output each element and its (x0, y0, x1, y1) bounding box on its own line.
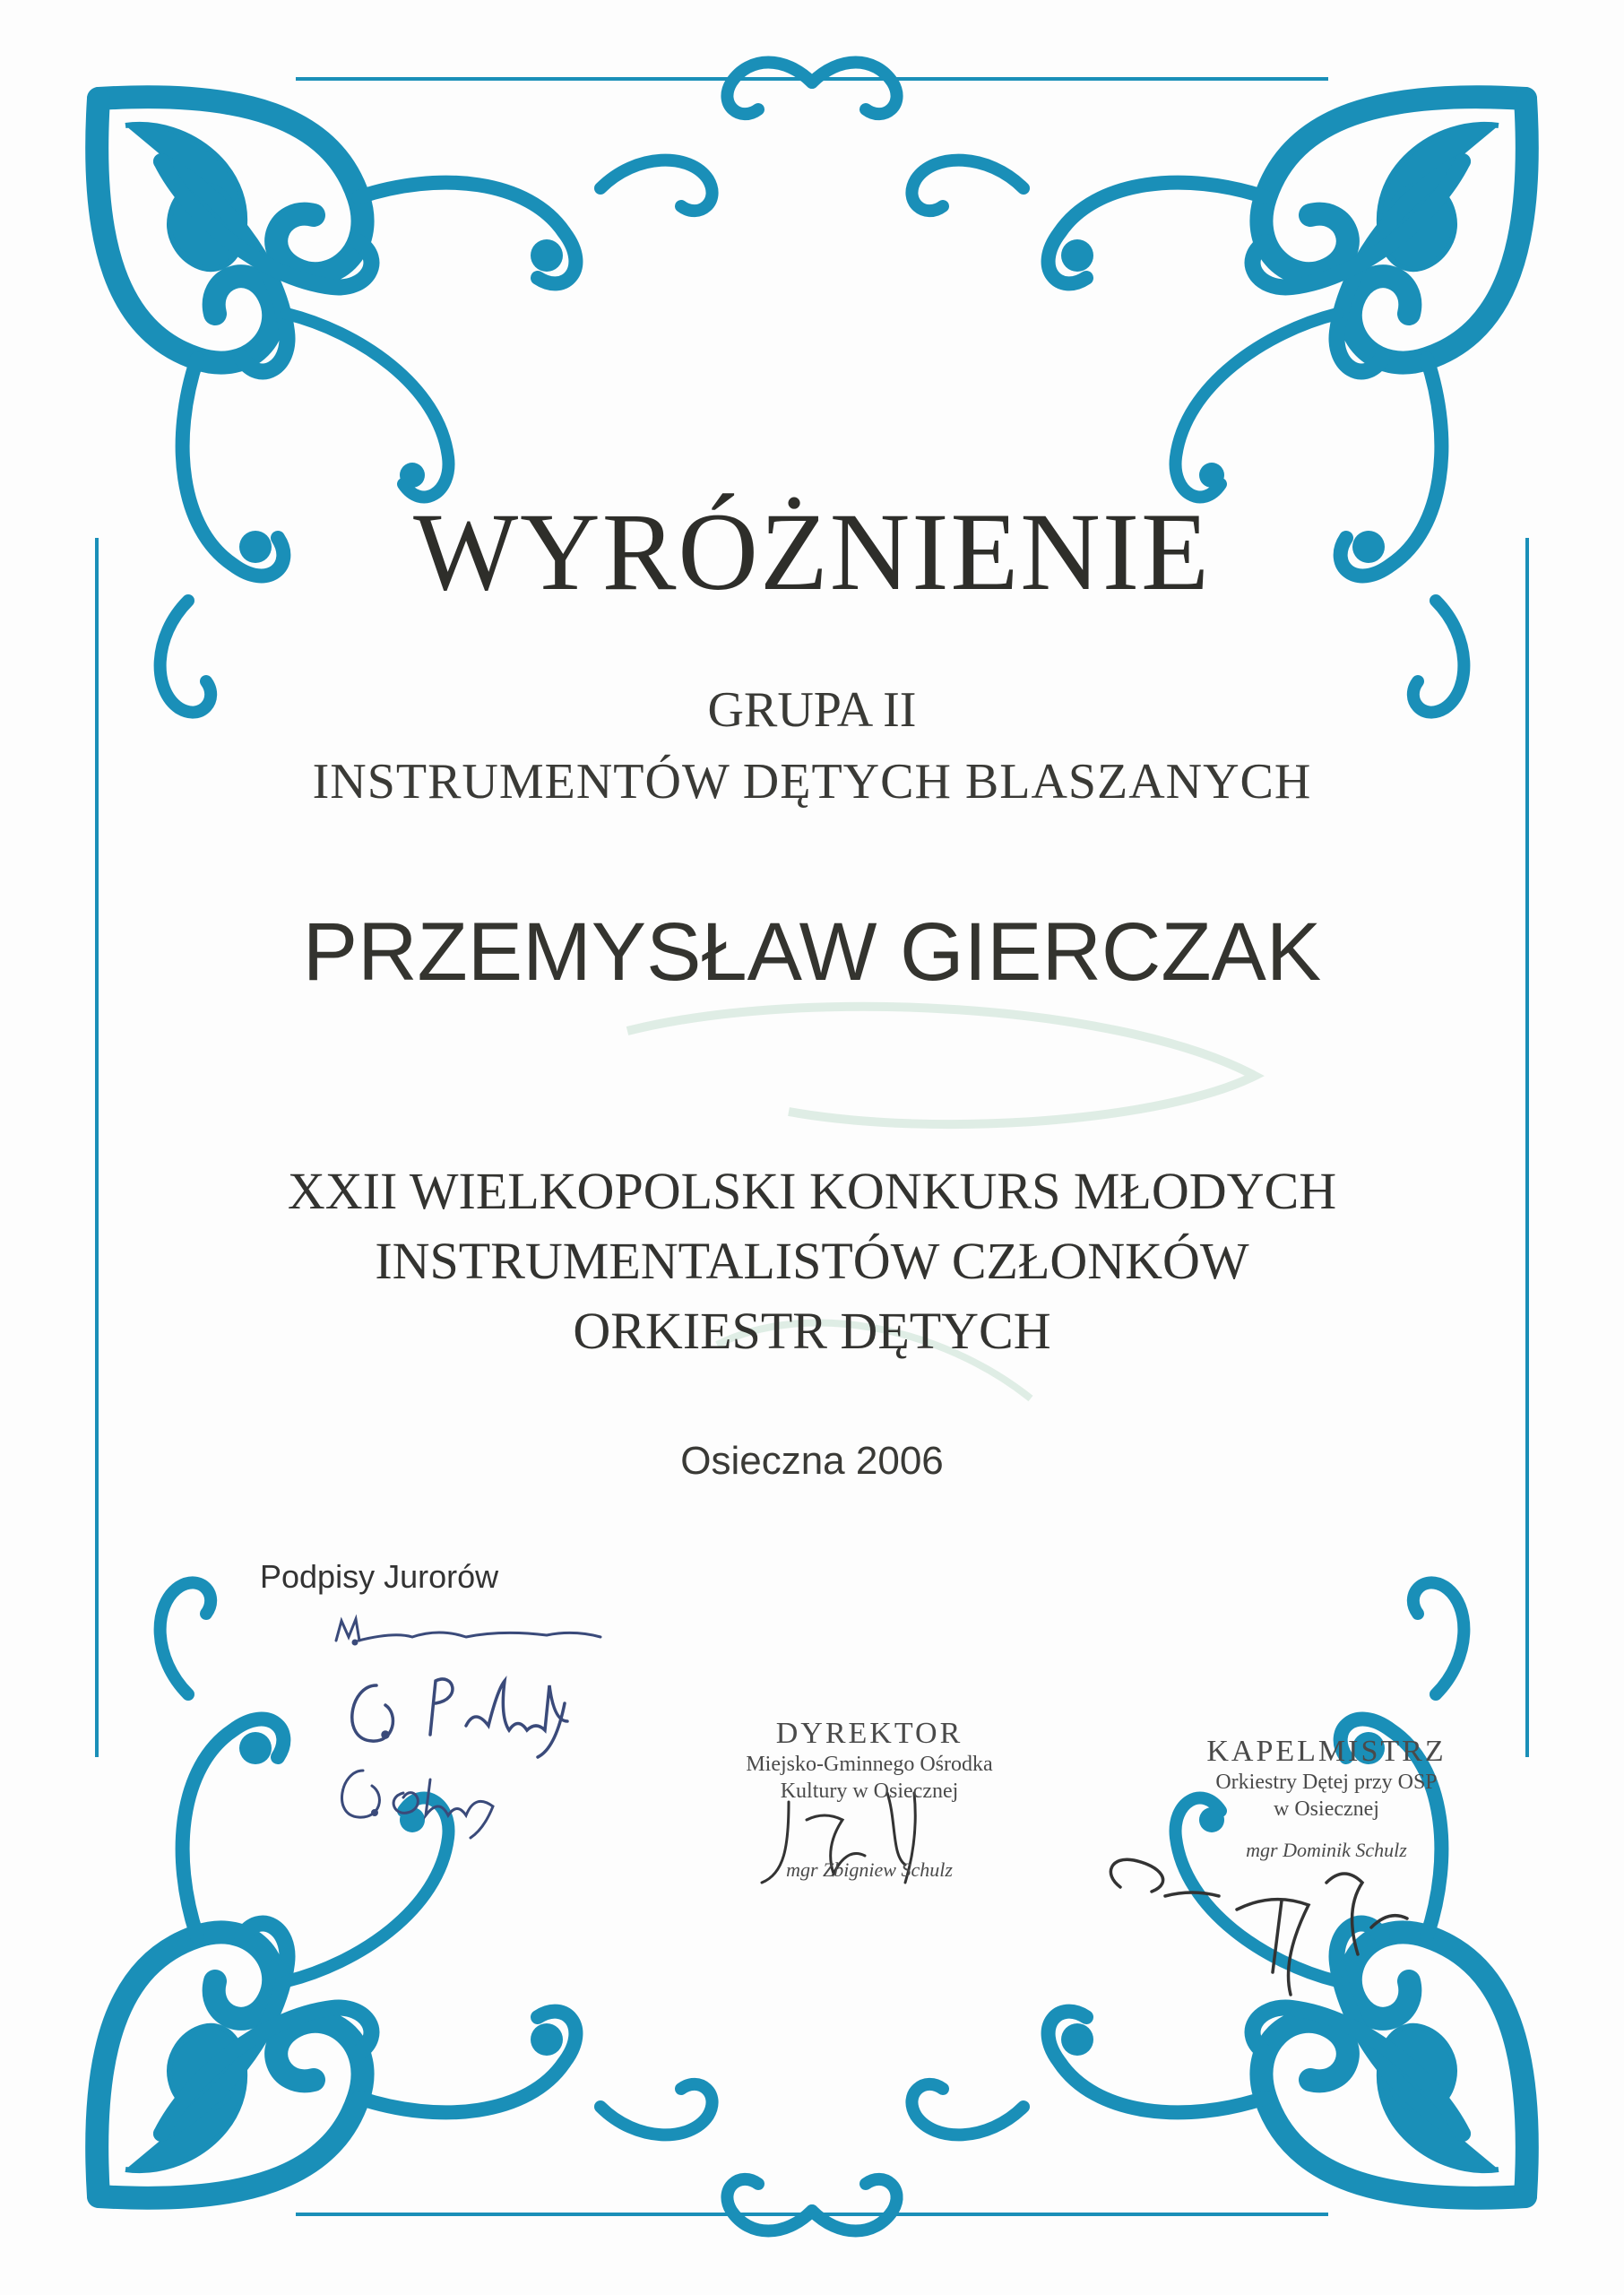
bandmaster-stamp (1156, 1735, 1497, 1862)
recipient-name: PRZEMYSŁAW GIERCZAK (302, 906, 1322, 998)
contest-line: ORKIESTR DĘTYCH (573, 1302, 1051, 1360)
director-stamp (690, 1717, 1049, 1882)
group-line: GRUPA II (707, 682, 917, 738)
bandmaster-name: mgr Dominik Schulz (1246, 1839, 1407, 1861)
certificate-title: WYRÓŻNIENIE (413, 490, 1211, 613)
bandmaster-org-line: Orkiestry Dętej przy OSP (1215, 1771, 1438, 1794)
jurors-label: Podpisy Jurorów (260, 1558, 499, 1595)
bandmaster-org-line: w Osiecznej (1274, 1797, 1379, 1821)
contest-line: INSTRUMENTALISTÓW CZŁONKÓW (375, 1232, 1249, 1290)
category-line: INSTRUMENTÓW DĘTYCH BLASZANYCH (312, 754, 1312, 810)
director-org-line: Kultury w Osiecznej (780, 1780, 959, 1803)
bandmaster-heading: KAPELMISTRZ (1206, 1735, 1447, 1768)
contest-name (125, 1156, 1499, 1366)
director-heading: DYREKTOR (775, 1717, 963, 1750)
director-org-line: Miejsko-Gminnego Ośrodka (746, 1753, 993, 1776)
director-name: mgr Zbigniew Schulz (786, 1858, 953, 1881)
place-date: Osieczna 2006 (680, 1439, 944, 1483)
contest-line: XXII WIELKOPOLSKI KONKURS MŁODYCH (287, 1162, 1337, 1220)
